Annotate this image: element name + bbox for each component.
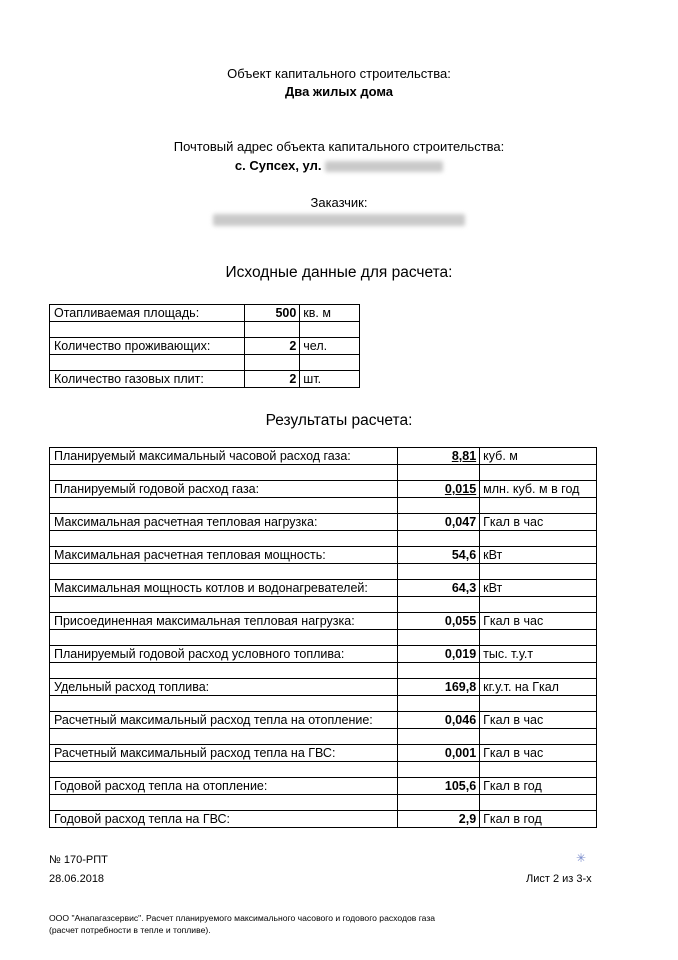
redacted-street [325,161,443,172]
table-row [50,613,597,630]
spacer-row [50,696,597,712]
table-row [50,547,597,564]
footer-note-line1: ООО "Анапагазсервис". Расчет планируемого максимального часового и годового расходов газа [49,913,436,923]
row-unit: шт. [300,371,360,388]
object-name: Два жилых дома [284,84,394,99]
row-value: 0,047 [397,514,479,531]
row-unit: Гкал в час [480,745,597,762]
table-row [50,514,597,531]
row-label: Максимальная расчетная тепловая мощность: [50,547,398,564]
row-unit: Гкал в час [480,514,597,531]
row-label: Удельный расход топлива: [50,679,398,696]
row-unit: кв. м [300,305,360,322]
spacer-row [50,630,597,646]
row-unit: Гкал в год [480,811,597,828]
spacer-row [50,498,597,514]
table-row [50,448,597,465]
row-label: Количество проживающих: [50,338,245,355]
row-value: 2,9 [397,811,479,828]
row-unit: кг.у.т. на Гкал [480,679,597,696]
row-unit: кВт [480,580,597,597]
spacer-row [50,355,360,371]
row-label: Годовой расход тепла на ГВС: [50,811,398,828]
input-section-title: Исходные данные для расчета: [225,264,453,281]
table-row [50,811,597,828]
address-value-line [0,158,678,173]
table-row [50,778,597,795]
spacer-row [50,663,597,679]
address-label: Почтовый адрес объекта капитального строительства: [173,139,505,154]
row-label: Планируемый максимальный часовой расход газа: [50,448,398,465]
row-value: 169,8 [397,679,479,696]
row-value: 0,015 [397,481,479,498]
row-unit: Гкал в год [480,778,597,795]
row-label: Максимальная расчетная тепловая нагрузка: [50,514,398,531]
row-value: 64,3 [397,580,479,597]
spacer-row [50,597,597,613]
table-row [50,338,360,355]
row-label: Расчетный максимальный расход тепла на ГВС: [50,745,398,762]
row-label: Планируемый годовой расход газа: [50,481,398,498]
spacer-row [50,465,597,481]
sheet-number: Лист 2 из 3-х [526,873,592,885]
input-table [49,304,360,388]
spacer-row [50,322,360,338]
spacer-row [50,531,597,547]
object-label: Объект капитального строительства: [227,66,451,81]
table-row [50,712,597,729]
results-table [49,447,597,828]
row-value: 0,019 [397,646,479,663]
table-row [50,481,597,498]
spacer-row [50,564,597,580]
table-row [50,679,597,696]
spacer-row [50,729,597,745]
row-label: Отапливаемая площадь: [50,305,245,322]
row-value: 2 [244,371,300,388]
address-value: с. Супсех, ул. [234,158,322,173]
row-label: Планируемый годовой расход условного топлива: [50,646,398,663]
row-label: Годовой расход тепла на отопление: [50,778,398,795]
row-value: 105,6 [397,778,479,795]
doc-date: 28.06.2018 [49,873,105,885]
redacted-customer-name [213,214,465,226]
table-row [50,745,597,762]
spacer-row [50,795,597,811]
row-value: 0,046 [397,712,479,729]
row-value: 500 [244,305,300,322]
customer-label: Заказчик: [310,195,368,210]
row-unit: чел. [300,338,360,355]
footer-note-line2: (расчет потребности в тепле и топливе). [49,925,211,935]
table-row [50,305,360,322]
row-unit: Гкал в час [480,712,597,729]
customer-name-line [0,211,678,229]
row-value: 54,6 [397,547,479,564]
table-row [50,646,597,663]
row-label: Присоединенная максимальная тепловая нагрузка: [50,613,398,630]
spacer-row [50,762,597,778]
row-unit: тыс. т.у.т [480,646,597,663]
doc-number: № 170-РПТ [49,854,108,866]
row-value: 0,055 [397,613,479,630]
row-label: Количество газовых плит: [50,371,245,388]
row-unit: Гкал в час [480,613,597,630]
table-row [50,580,597,597]
row-unit: кВт [480,547,597,564]
row-unit: куб. м [480,448,597,465]
table-row [50,371,360,388]
results-section-title: Результаты расчета: [265,412,413,429]
row-unit: млн. куб. м в год [480,481,597,498]
row-label: Максимальная мощность котлов и водонагревателей: [50,580,398,597]
row-value: 8,81 [397,448,479,465]
snowflake-icon: ✳ [576,851,587,865]
row-value: 2 [244,338,300,355]
row-value: 0,001 [397,745,479,762]
row-label: Расчетный максимальный расход тепла на отопление: [50,712,398,729]
